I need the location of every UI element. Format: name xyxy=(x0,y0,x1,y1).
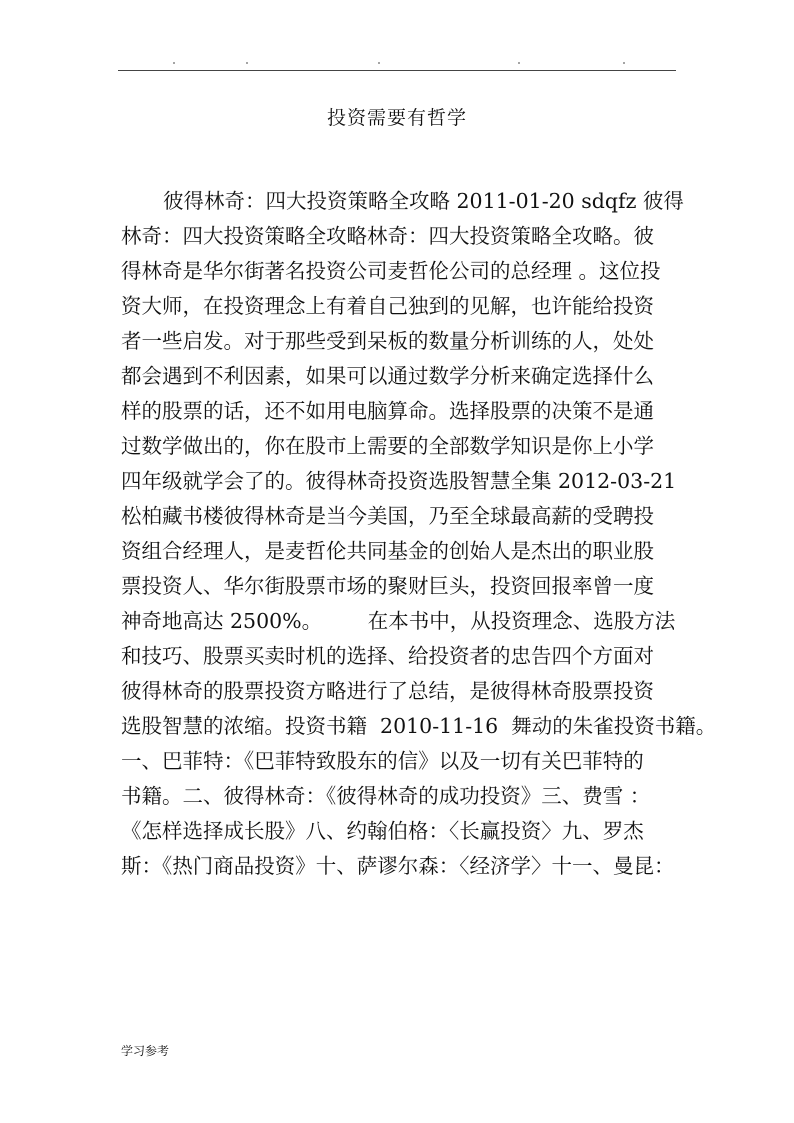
body-line: 样的股票的话，还不如用电脑算命。选择股票的决策不是通 xyxy=(121,399,654,423)
body-line: 林奇：四大投资策略全攻略林奇：四大投资策略全攻略。彼 xyxy=(121,224,654,248)
header-dot xyxy=(246,62,248,64)
body-line: 得林奇是华尔街著名投资公司麦哲伦公司的总经理 。这位投 xyxy=(121,259,661,283)
header-dot xyxy=(378,62,380,64)
body-line: 一、巴菲特：《巴菲特致股东的信》以及一切有关巴菲特的 xyxy=(121,749,644,773)
header-dot xyxy=(623,62,625,64)
body-line: 神奇地高达 2500%。 在本书中，从投资理念、选股方法 xyxy=(121,609,676,633)
body-line: 彼得林奇的股票投资方略进行了总结，是彼得林奇股票投资 xyxy=(121,679,654,703)
body-line: 《怎样选择成长股》八、约翰伯格：〈长赢投资〉九、罗杰 xyxy=(121,819,644,843)
body-line: 四年级就学会了的。彼得林奇投资选股智慧全集 2012-03-21 xyxy=(121,469,677,493)
body-line: 过数学做出的，你在股市上需要的全部数学知识是你上小学 xyxy=(121,434,654,458)
body-line: 都会遇到不利因素，如果可以通过数学分析来确定选择什么 xyxy=(121,364,654,388)
document-title: 投资需要有哲学 xyxy=(326,107,467,129)
body-line: 书籍。二、彼得林奇：《彼得林奇的成功投资》三、费雪 ： xyxy=(121,784,651,808)
body-line: 资大师，在投资理念上有着自己独到的见解，也许能给投资 xyxy=(121,294,654,318)
body-line: 和技巧、股票买卖时机的选择、给投资者的忠告四个方面对 xyxy=(121,644,654,668)
footer-label: 学习参考 xyxy=(121,1044,170,1058)
body-line: 资组合经理人，是麦哲伦共同基金的创始人是杰出的职业股 xyxy=(121,539,654,563)
header-dot xyxy=(518,62,520,64)
body-line: 票投资人、华尔街股票市场的聚财巨头，投资回报率曾一度 xyxy=(121,574,654,598)
body-line: 者一些启发。对于那些受到呆板的数量分析训练的人，处处 xyxy=(121,329,654,353)
header-dot xyxy=(173,62,175,64)
header-dots xyxy=(118,62,676,70)
body-line: 彼得林奇：四大投资策略全攻略 2011-01-20 sdqfz 彼得 xyxy=(163,189,684,213)
document-body xyxy=(121,184,717,884)
body-line: 斯：《热门商品投资》十、萨谬尔森：〈经济学〉十一、曼昆： xyxy=(121,854,675,878)
body-line: 松柏藏书楼彼得林奇是当今美国，乃至全球最高薪的受聘投 xyxy=(121,504,654,528)
header-rule xyxy=(118,70,676,71)
body-line: 选股智慧的浓缩。投资书籍 2010-11-16 舞动的朱雀投资书籍。 xyxy=(121,714,717,738)
